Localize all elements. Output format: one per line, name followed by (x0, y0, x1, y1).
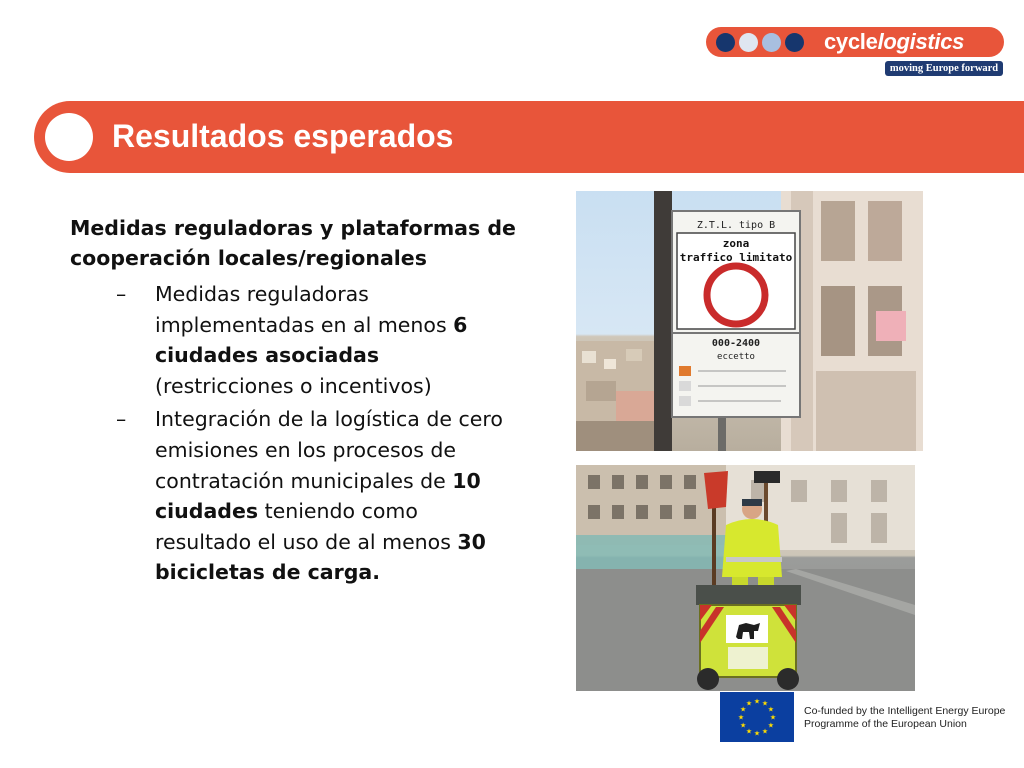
logo-dot-icon (739, 33, 758, 52)
cyclelogistics-logo (706, 27, 1004, 57)
sign-hours-text: 000-2400 (711, 338, 761, 349)
cargo-bike-illustration (576, 465, 915, 691)
title-bar (34, 101, 1024, 173)
bullet-bold-text: 10 ciudades (155, 468, 481, 524)
eu-star-icon: ★ (753, 697, 761, 706)
logo-dot-icon (716, 33, 735, 52)
eu-flag-logo (720, 692, 794, 742)
sign-header-text: Z.T.L. tipo B (696, 220, 776, 231)
bullet-bold-text: 6 ciudades asociadas (155, 312, 468, 368)
bullet-text: Integración de la logística de cero emisiones en los procesos de contratación municipales de (155, 407, 503, 493)
traffic-sign-illustration (576, 191, 923, 451)
eu-star-icon: ★ (767, 705, 775, 714)
bullet-text: (restricciones o incentivos) (155, 373, 432, 398)
bullet-dash: – (116, 282, 127, 306)
bullet-text: Medidas reguladoras implementadas en al menos (155, 282, 454, 337)
eu-star-icon: ★ (739, 721, 747, 730)
bullet-dash: – (116, 407, 127, 432)
funding-notice (804, 705, 1005, 731)
eu-star-icon: ★ (767, 721, 775, 730)
eu-star-icon: ★ (745, 727, 753, 736)
slide-title: Resultados esperados (112, 118, 454, 154)
sign-except-text: eccetto (717, 352, 755, 362)
logo-dot-icon (785, 33, 804, 52)
eu-stars-icon (720, 692, 794, 742)
eu-star-icon: ★ (739, 705, 747, 714)
bullet-item (70, 279, 520, 401)
sign-line2-text: traffico limitato (679, 251, 793, 264)
eu-star-icon: ★ (761, 699, 769, 708)
title-circle-icon (45, 113, 93, 161)
logo-dot-icon (762, 33, 781, 52)
eu-star-icon: ★ (745, 699, 753, 708)
cargo-bike-photo (576, 465, 915, 691)
bullet-text: teniendo como resultado el uso de al menos (155, 499, 458, 554)
bullet-item (70, 404, 520, 588)
funding-line-2: Programme of the European Union (804, 718, 967, 730)
logo-tagline: moving Europe forward (885, 61, 1003, 76)
bullet-bold-text: 30 bicicletas de carga. (155, 529, 486, 585)
eu-star-icon: ★ (753, 729, 761, 738)
content-heading: Medidas reguladoras y plataformas de cooperación locales/regionales (70, 216, 516, 270)
slide-content (70, 213, 520, 591)
eu-star-icon: ★ (761, 727, 769, 736)
eu-star-icon: ★ (737, 713, 745, 722)
eu-star-icon: ★ (769, 713, 777, 722)
no-entry-circle-icon (707, 266, 765, 324)
sign-line1-text: zona (722, 237, 750, 250)
logo-wordmark: cyclelogistics (824, 29, 965, 54)
traffic-sign-photo (576, 191, 923, 451)
funding-line-1: Co-funded by the Intelligent Energy Europe (804, 705, 1006, 717)
